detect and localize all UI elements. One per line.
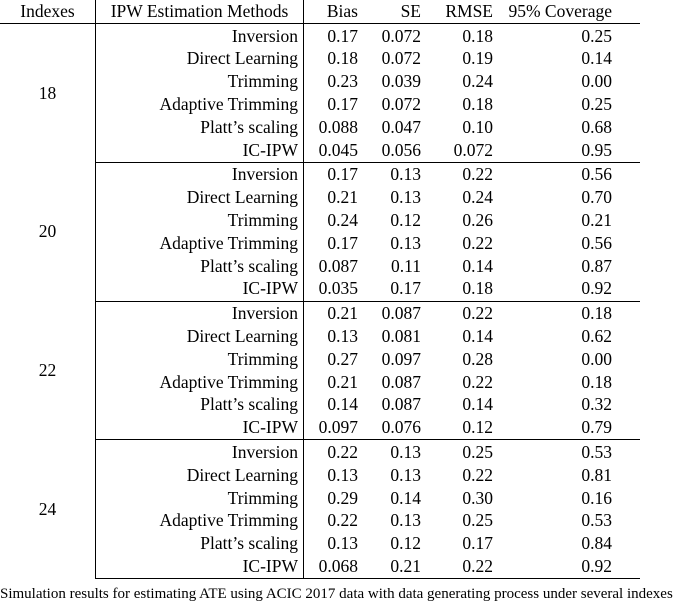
se-cell: 0.087	[381, 394, 421, 415]
index-cell: 22	[0, 301, 96, 440]
method-cell: Platt’s scaling	[96, 116, 304, 139]
bias-cell: 0.14	[327, 394, 358, 415]
bias-cell: 0.21	[327, 187, 358, 208]
method-cell: IC-IPW	[96, 417, 304, 440]
coverage-cell: 0.21	[581, 210, 612, 231]
method-cell: Trimming	[96, 71, 304, 94]
rmse-cell: 0.22	[462, 164, 493, 185]
coverage-cell: 0.92	[493, 278, 640, 301]
se-cell: 0.13	[390, 441, 421, 462]
bias-cell: 0.068	[304, 555, 359, 578]
header-method: IPW Estimation Methods	[96, 0, 304, 24]
method-cell: Inversion	[96, 24, 304, 48]
index-cell: 18	[0, 24, 96, 163]
bias-cell: 0.17	[327, 232, 358, 253]
index-cell: 20	[0, 162, 96, 301]
bias-cell: 0.045	[304, 139, 359, 162]
coverage-cell: 0.32	[581, 394, 612, 415]
rmse-cell: 0.10	[462, 116, 493, 137]
rmse-cell: 0.14	[462, 394, 493, 415]
coverage-cell: 0.95	[493, 139, 640, 162]
se-cell: 0.14	[390, 487, 421, 508]
se-cell: 0.12	[390, 210, 421, 231]
rmse-cell: 0.072	[421, 139, 493, 162]
header-indexes: Indexes	[0, 0, 96, 24]
method-cell: Platt’s scaling	[96, 255, 304, 278]
se-cell: 0.21	[358, 555, 421, 578]
table-row	[0, 232, 640, 255]
coverage-cell: 0.68	[581, 116, 612, 137]
rmse-cell: 0.22	[462, 303, 493, 324]
rmse-cell: 0.22	[421, 555, 493, 578]
se-cell: 0.11	[391, 255, 421, 276]
table-row	[0, 162, 640, 186]
coverage-cell: 0.18	[581, 303, 612, 324]
coverage-cell: 0.79	[493, 417, 640, 440]
index-group	[0, 24, 640, 163]
table-row	[0, 48, 640, 71]
method-cell: IC-IPW	[96, 139, 304, 162]
table-row	[0, 325, 640, 348]
se-cell: 0.13	[390, 510, 421, 531]
coverage-cell: 0.92	[493, 555, 640, 578]
bias-cell: 0.22	[327, 510, 358, 531]
bias-cell: 0.13	[327, 326, 358, 346]
rmse-cell: 0.18	[421, 278, 493, 301]
method-cell: Trimming	[96, 209, 304, 232]
method-cell: Trimming	[96, 487, 304, 510]
se-cell: 0.13	[390, 464, 421, 485]
method-cell: Inversion	[96, 440, 304, 464]
coverage-cell: 0.56	[581, 232, 612, 253]
table-row	[0, 301, 640, 325]
table-row	[0, 440, 640, 464]
rmse-cell: 0.18	[462, 94, 493, 115]
coverage-cell: 0.18	[581, 371, 612, 392]
bias-cell: 0.088	[318, 116, 358, 137]
bias-cell: 0.22	[327, 441, 358, 462]
method-cell: Direct Learning	[96, 187, 304, 210]
method-cell: Adaptive Trimming	[96, 93, 304, 116]
rmse-cell: 0.30	[462, 487, 493, 508]
rmse-cell: 0.25	[462, 510, 493, 531]
coverage-cell: 0.00	[581, 348, 612, 369]
table-row	[0, 533, 640, 556]
se-cell: 0.087	[381, 371, 421, 392]
header-coverage: 95% Coverage	[493, 0, 640, 24]
table-row	[0, 417, 640, 440]
table-row	[0, 93, 640, 116]
coverage-cell: 0.70	[581, 187, 612, 208]
coverage-cell: 0.14	[581, 48, 612, 69]
method-cell: Inversion	[96, 162, 304, 186]
se-cell: 0.047	[381, 116, 421, 137]
bias-cell: 0.21	[327, 371, 358, 392]
bias-cell: 0.17	[327, 94, 358, 115]
table-row	[0, 371, 640, 394]
se-cell: 0.087	[381, 303, 421, 324]
rmse-cell: 0.28	[462, 348, 493, 369]
table-header	[0, 0, 640, 24]
method-cell: Inversion	[96, 301, 304, 325]
coverage-cell: 0.87	[581, 255, 612, 276]
rmse-cell: 0.22	[462, 464, 493, 485]
se-cell: 0.076	[358, 417, 421, 440]
rmse-cell: 0.24	[462, 71, 493, 92]
index-group	[0, 440, 640, 579]
method-cell: Direct Learning	[96, 325, 304, 348]
rmse-cell: 0.18	[462, 25, 493, 46]
index-cell: 24	[0, 440, 96, 579]
rmse-cell: 0.22	[462, 232, 493, 253]
se-cell: 0.12	[390, 533, 421, 554]
table-row	[0, 24, 640, 48]
rmse-cell: 0.26	[462, 210, 493, 231]
method-cell: Direct Learning	[96, 48, 304, 71]
bias-cell: 0.18	[327, 48, 358, 69]
table-row	[0, 394, 640, 417]
rmse-cell: 0.22	[462, 371, 493, 392]
coverage-cell: 0.25	[581, 94, 612, 115]
bias-cell: 0.27	[327, 348, 358, 369]
method-cell: Adaptive Trimming	[96, 510, 304, 533]
bias-cell: 0.24	[327, 210, 358, 231]
se-cell: 0.039	[381, 71, 421, 92]
method-cell: Platt’s scaling	[96, 394, 304, 417]
bias-cell: 0.035	[304, 278, 359, 301]
header-rmse: RMSE	[421, 0, 493, 24]
rmse-cell: 0.19	[462, 48, 493, 69]
coverage-cell: 0.56	[581, 164, 612, 185]
coverage-cell: 0.53	[581, 441, 612, 462]
bias-cell: 0.21	[327, 303, 358, 324]
coverage-cell: 0.53	[581, 510, 612, 531]
method-cell: Trimming	[96, 348, 304, 371]
table-row	[0, 348, 640, 371]
coverage-cell: 0.16	[581, 487, 612, 508]
table-row	[0, 555, 640, 578]
se-cell: 0.17	[358, 278, 421, 301]
table-row	[0, 255, 640, 278]
header-bias: Bias	[304, 0, 359, 24]
se-cell: 0.081	[381, 326, 421, 346]
bias-cell: 0.29	[327, 487, 358, 508]
method-cell: Adaptive Trimming	[96, 371, 304, 394]
rmse-cell: 0.14	[462, 255, 493, 276]
method-cell: Adaptive Trimming	[96, 232, 304, 255]
method-cell: Direct Learning	[96, 464, 304, 487]
rmse-cell: 0.14	[462, 326, 493, 346]
table-caption: Simulation results for estimating ATE using ACIC 2017 data with data generating process under several indexes	[0, 586, 673, 602]
se-cell: 0.072	[381, 25, 421, 46]
se-cell: 0.056	[358, 139, 421, 162]
bias-cell: 0.13	[327, 533, 358, 554]
rmse-cell: 0.25	[462, 441, 493, 462]
table-row	[0, 71, 640, 94]
table-row	[0, 116, 640, 139]
header-row	[0, 0, 640, 24]
header-se: SE	[358, 0, 421, 24]
table-row	[0, 209, 640, 232]
se-cell: 0.072	[381, 48, 421, 69]
method-cell: IC-IPW	[96, 278, 304, 301]
index-group	[0, 301, 640, 440]
method-cell: IC-IPW	[96, 555, 304, 578]
se-cell: 0.13	[390, 232, 421, 253]
table-row	[0, 510, 640, 533]
table-row	[0, 464, 640, 487]
table-row	[0, 187, 640, 210]
coverage-cell: 0.25	[581, 25, 612, 46]
se-cell: 0.13	[390, 164, 421, 185]
bias-cell: 0.097	[304, 417, 359, 440]
bias-cell: 0.087	[318, 255, 358, 276]
method-cell: Platt’s scaling	[96, 533, 304, 556]
bias-cell: 0.13	[327, 464, 358, 485]
table-row	[0, 487, 640, 510]
coverage-cell: 0.84	[581, 533, 612, 554]
rmse-cell: 0.17	[462, 533, 493, 554]
bias-cell: 0.17	[327, 164, 358, 185]
rmse-cell: 0.12	[421, 417, 493, 440]
se-cell: 0.097	[381, 348, 421, 369]
index-group	[0, 162, 640, 301]
bias-cell: 0.17	[327, 25, 358, 46]
se-cell: 0.13	[390, 187, 421, 208]
coverage-cell: 0.81	[581, 464, 612, 485]
coverage-cell: 0.00	[581, 71, 612, 92]
table-row	[0, 278, 640, 301]
table-row	[0, 139, 640, 162]
coverage-cell: 0.62	[581, 326, 612, 346]
bias-cell: 0.23	[327, 71, 358, 92]
rmse-cell: 0.24	[462, 187, 493, 208]
se-cell: 0.072	[381, 94, 421, 115]
